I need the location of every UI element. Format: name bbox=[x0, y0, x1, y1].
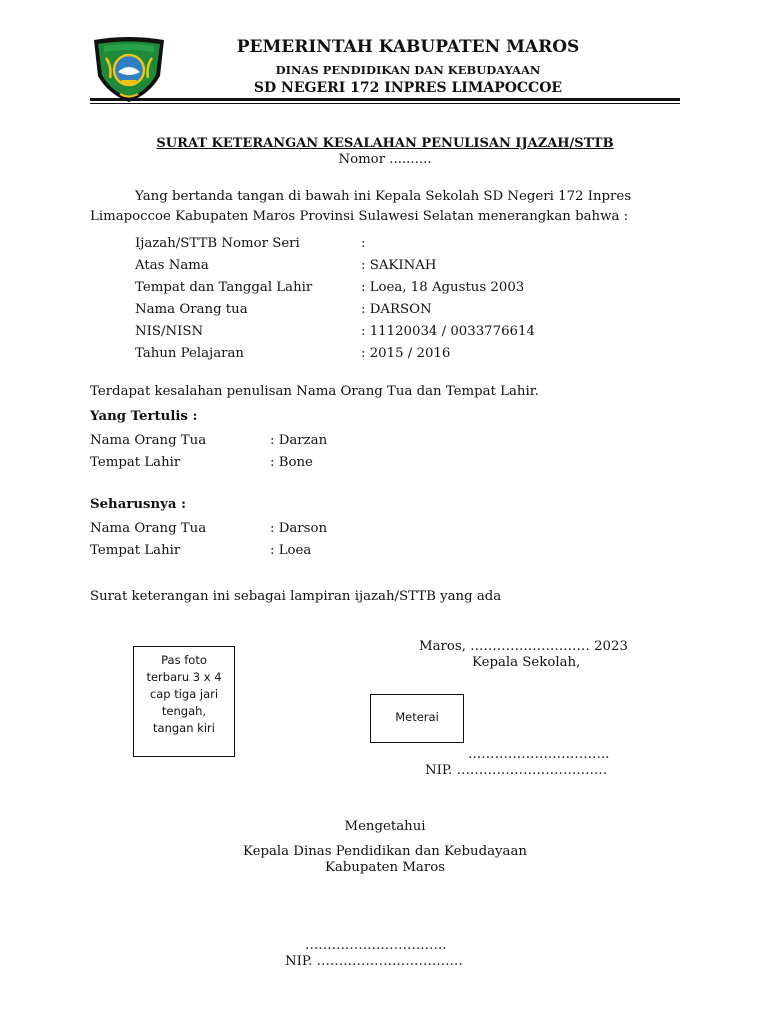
letterhead-rule-thin bbox=[90, 103, 680, 104]
written-row bbox=[90, 430, 490, 452]
error-note: Terdapat kesalahan penulisan Nama Orang Tua dan Tempat Lahir. bbox=[90, 384, 539, 399]
field-value: : 2015 / 2016 bbox=[361, 346, 451, 361]
field-label: Ijazah/STTB Nomor Seri bbox=[135, 236, 300, 251]
field-row bbox=[135, 277, 655, 299]
photo-box-line: Pas foto bbox=[161, 653, 207, 667]
letterhead-rule-thick bbox=[90, 98, 680, 101]
acknowledge-label: Mengetahui bbox=[344, 819, 426, 834]
field-row bbox=[135, 299, 655, 321]
photo-box-line: cap tiga jari bbox=[149, 687, 219, 701]
written-label: Tempat Lahir bbox=[90, 455, 181, 470]
field-value: : SAKINAH bbox=[361, 258, 437, 273]
intro-line-1: Yang bertanda tangan di bawah ini Kepala Sekolah SD Negeri 172 Inpres bbox=[135, 189, 632, 204]
correct-row bbox=[90, 540, 490, 562]
written-value: : Bone bbox=[270, 455, 313, 470]
field-label: Tempat dan Tanggal Lahir bbox=[135, 280, 313, 295]
header-government: PEMERINTAH KABUPATEN MAROS bbox=[236, 37, 580, 57]
field-label: NIS/NISN bbox=[135, 324, 204, 339]
written-value: : Darzan bbox=[270, 433, 328, 448]
correct-value: : Darson bbox=[270, 521, 328, 536]
written-row bbox=[90, 452, 490, 474]
header-agency: DINAS PENDIDIKAN DAN KEBUDAYAAN bbox=[275, 63, 541, 77]
meterai-label: Meterai bbox=[395, 710, 439, 724]
field-value: : DARSON bbox=[361, 302, 432, 317]
correct-label: Tempat Lahir bbox=[90, 543, 181, 558]
field-row bbox=[135, 321, 655, 343]
acknowledge-name-line: ………………………….. bbox=[305, 938, 447, 953]
place-date: Maros, ……………………… 2023 bbox=[419, 639, 628, 654]
correct-heading: Seharusnya : bbox=[90, 497, 187, 512]
field-label: Tahun Pelajaran bbox=[135, 346, 244, 361]
student-fields bbox=[135, 233, 655, 365]
intro-line-2: Limapoccoe Kabupaten Maros Provinsi Sulawesi Selatan menerangkan bahwa : bbox=[90, 209, 629, 224]
field-value: : Loea, 18 Agustus 2003 bbox=[361, 280, 525, 295]
written-heading: Yang Tertulis : bbox=[90, 409, 198, 424]
correct-label: Nama Orang Tua bbox=[90, 521, 207, 536]
correct-rows bbox=[90, 518, 490, 562]
acknowledge-nip: NIP. …………………………… bbox=[285, 954, 463, 969]
field-row bbox=[135, 343, 655, 365]
written-rows bbox=[90, 430, 490, 474]
field-row bbox=[135, 255, 655, 277]
field-row bbox=[135, 233, 655, 255]
acknowledge-role-2: Kabupaten Maros bbox=[324, 860, 446, 875]
photo-box-line: terbaru 3 x 4 bbox=[146, 670, 222, 684]
written-label: Nama Orang Tua bbox=[90, 433, 207, 448]
field-value: : bbox=[361, 236, 366, 251]
photo-box-line: tangan kiri bbox=[153, 721, 215, 735]
field-label: Atas Nama bbox=[135, 258, 209, 273]
document-title: SURAT KETERANGAN KESALAHAN PENULISAN IJAZAH/STTB bbox=[156, 136, 614, 151]
field-value: : 11120034 / 0033776614 bbox=[361, 324, 535, 339]
principal-role: Kepala Sekolah, bbox=[472, 655, 581, 670]
principal-nip: NIP. ……………………………. bbox=[425, 763, 608, 778]
intro-paragraph bbox=[90, 187, 690, 227]
attachment-note: Surat keterangan ini sebagai lampiran ijazah/STTB yang ada bbox=[90, 589, 502, 604]
field-label: Nama Orang tua bbox=[135, 302, 248, 317]
photo-box-line: tengah, bbox=[161, 704, 207, 718]
correct-value: : Loea bbox=[270, 543, 312, 558]
principal-name-line: ………………………….. bbox=[468, 747, 610, 762]
correct-row bbox=[90, 518, 490, 540]
document-number: Nomor .......... bbox=[338, 152, 432, 167]
photo-box-text bbox=[133, 652, 235, 737]
acknowledge-role-1: Kepala Dinas Pendidikan dan Kebudayaan bbox=[243, 844, 527, 859]
header-school: SD NEGERI 172 INPRES LIMAPOCCOE bbox=[253, 80, 563, 96]
